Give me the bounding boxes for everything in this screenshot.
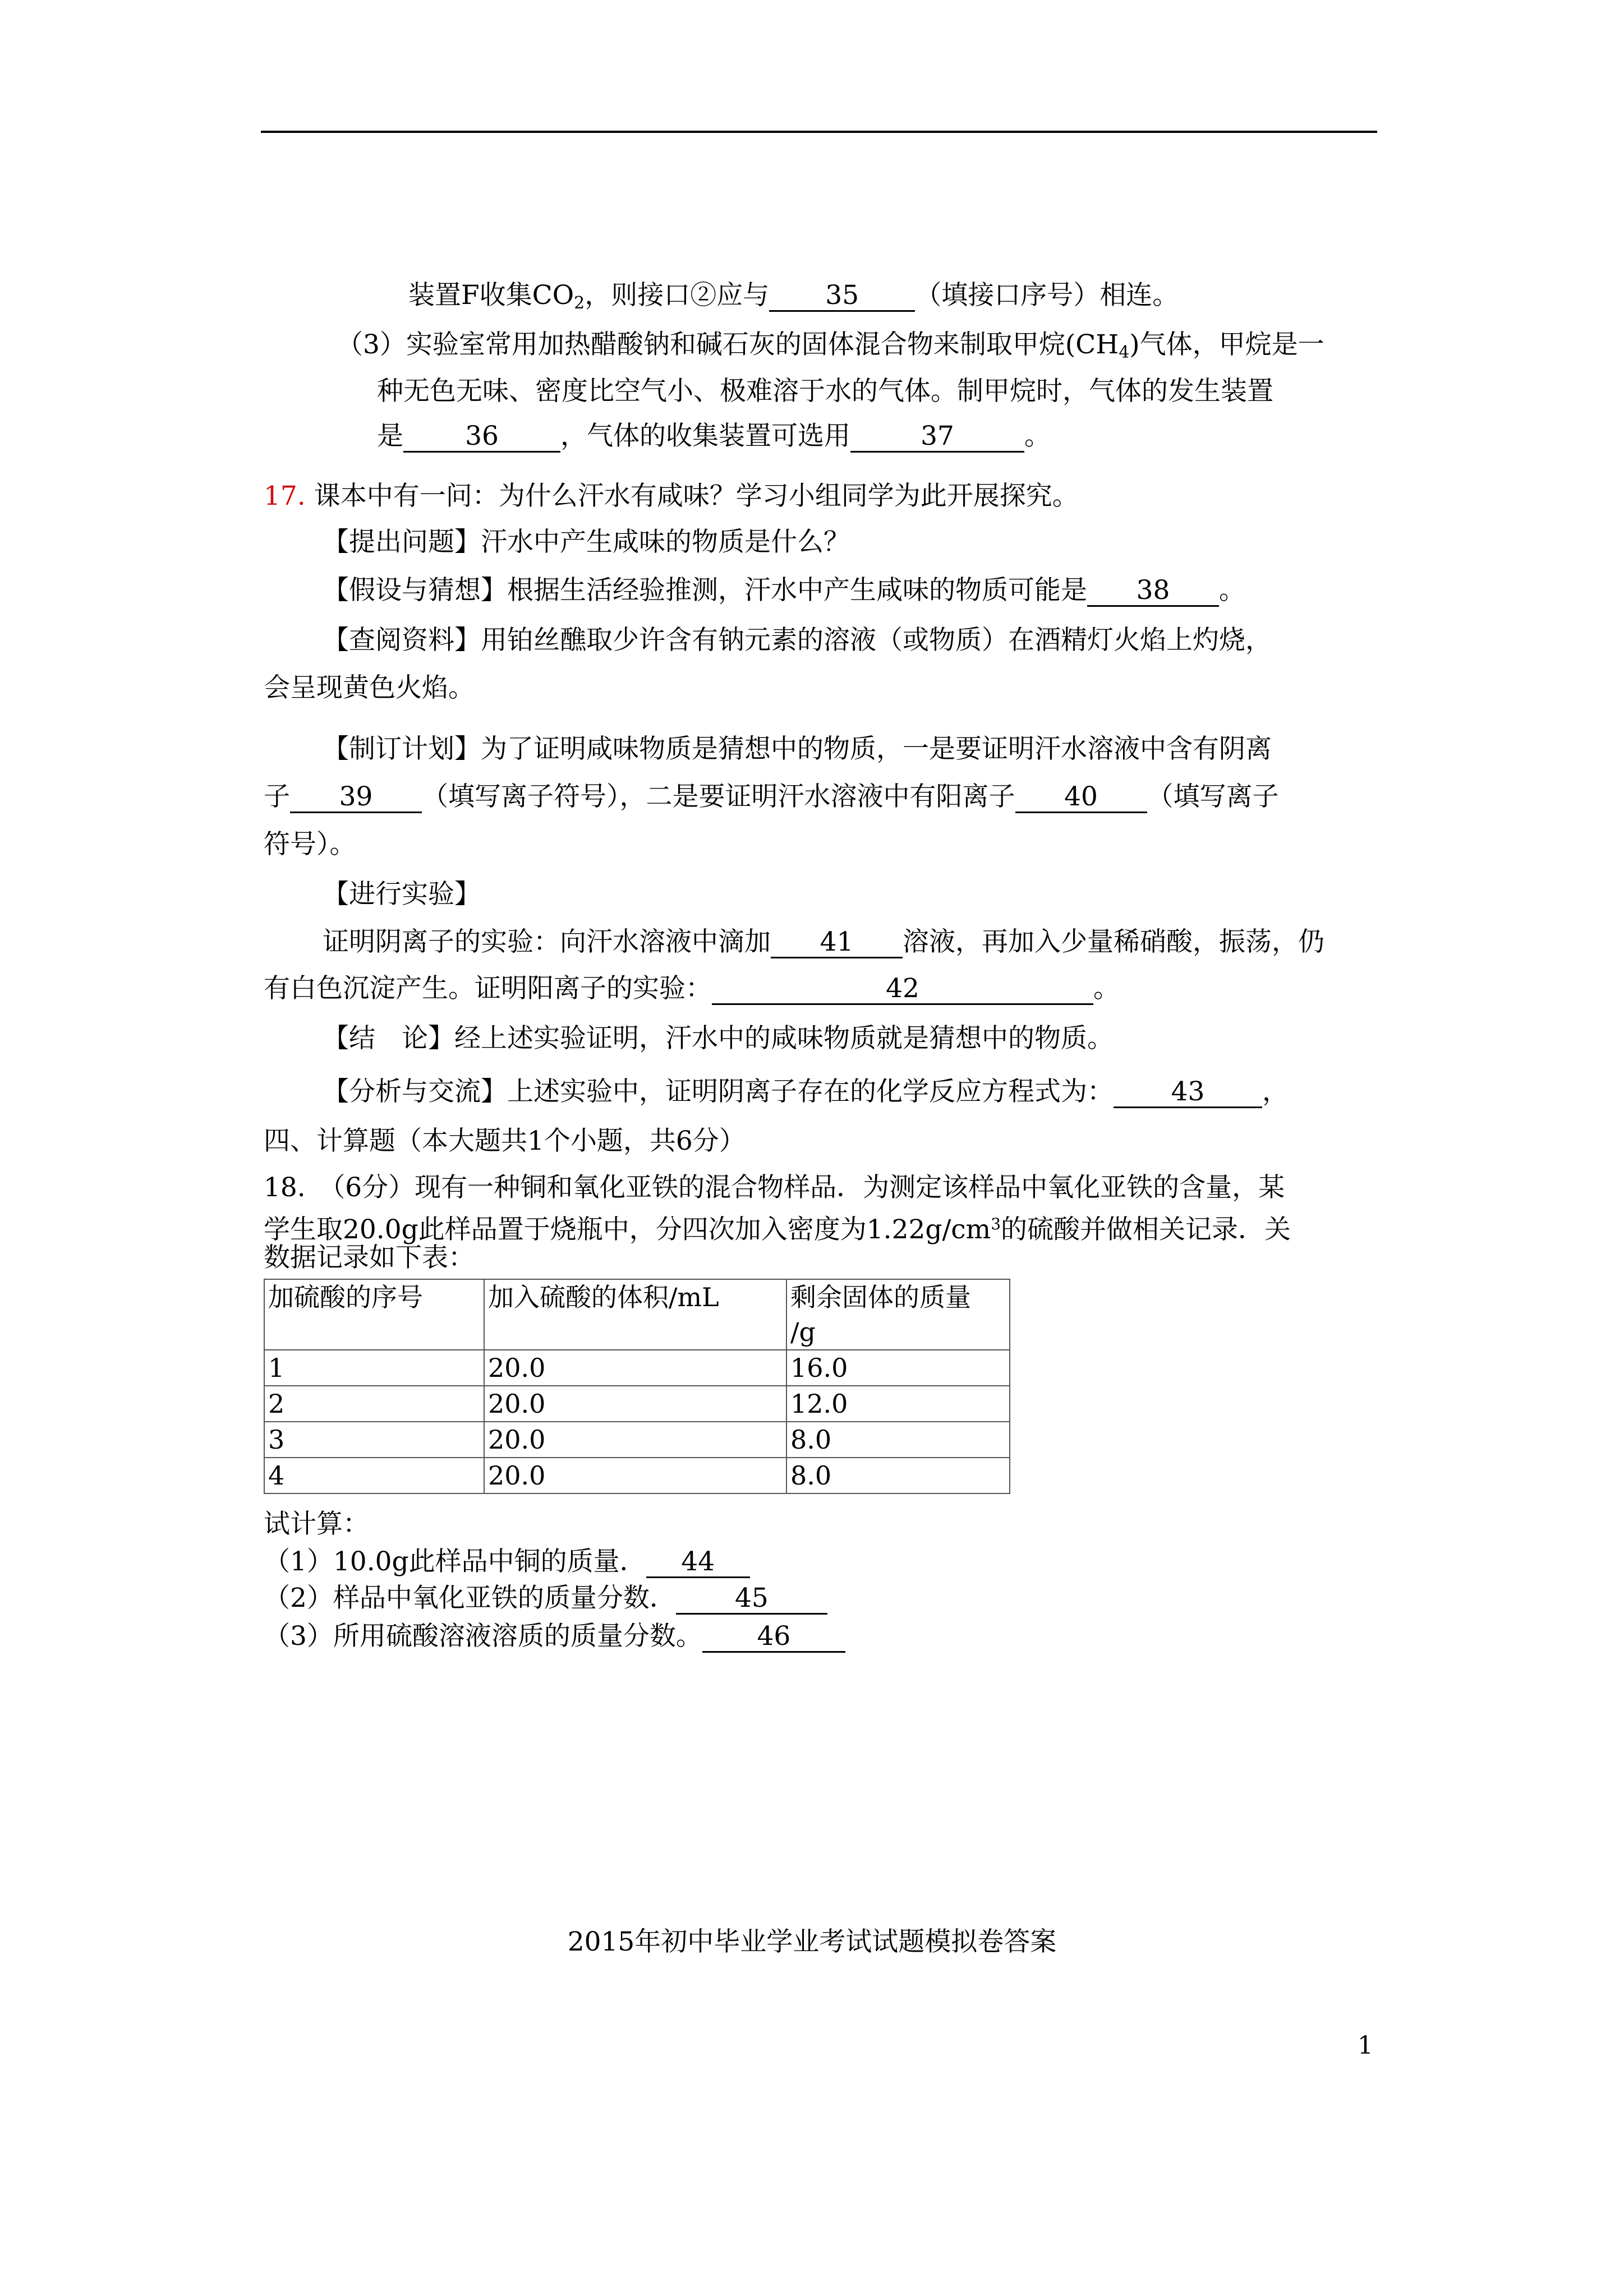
text: ， [1262,1076,1289,1107]
q17-intro-line [264,480,1079,513]
q17-experiment-line2 [264,972,1120,1006]
table-cell: 2 [264,1386,484,1422]
table-cell: 3 [264,1422,484,1458]
table-header-row [264,1279,1010,1350]
q18-line1: 18. （6分）现有一种铜和氧化亚铁的混合物样品．为测定该样品中氧化亚铁的含量，某 [264,1172,1285,1203]
question-number: 17. [264,481,306,511]
table-cell: 8.0 [786,1422,1010,1458]
q17-hypothesis [323,574,1245,607]
text: 的硫酸并做相关记录．关 [1001,1214,1291,1245]
answer-blank-44[interactable]: 44 [646,1547,750,1578]
footer-title: 2015年初中毕业学业考试试题模拟卷答案 [567,1926,1057,1957]
table-row [264,1386,1010,1422]
q17-conclusion: 【结 论】经上述实验证明，汗水中的咸味物质就是猜想中的物质。 [323,1023,1114,1054]
q18-calc-title: 试计算： [264,1509,369,1539]
text: （填写离子符号），二是要证明汗水溶液中有阳离子 [422,781,1015,812]
q16-p3-line1 [337,328,1324,370]
text: 装置F收集CO [408,280,574,311]
header-rule [261,131,1377,133]
table-cell: 1 [264,1350,484,1386]
text: （2）样品中氧化亚铁的质量分数． [264,1583,676,1613]
q17-plan-line1: 【制订计划】为了证明咸味物质是猜想中的物质，一是要证明汗水溶液中含有阴离 [323,734,1272,764]
text: 【分析与交流】上述实验中，证明阴离子存在的化学反应方程式为： [323,1076,1114,1107]
text: （填写离子 [1147,781,1279,812]
table-cell: 12.0 [786,1386,1010,1422]
q18-calc2 [264,1582,827,1615]
text: （3）所用硫酸溶液溶质的质量分数。 [264,1621,702,1652]
q18-calc3 [264,1620,845,1653]
table-cell: 20.0 [484,1350,786,1386]
subscript: 4 [1119,343,1130,362]
text: （1）10.0g此样品中铜的质量． [264,1546,646,1577]
text: （填接口序号）相连。 [915,280,1179,311]
q16-p3-line3 [377,419,1051,453]
answer-blank-36[interactable]: 36 [403,422,560,453]
answer-blank-35[interactable]: 35 [769,281,915,312]
q17-experiment-title: 【进行实验】 [323,879,481,910]
table-header: 加入硫酸的体积/mL [484,1279,786,1350]
text: 课本中有一问：为什么汗水有咸味？学习小组同学为此开展探究。 [314,481,1079,511]
q16-line-collect [408,279,1179,320]
table-cell: 20.0 [484,1422,786,1458]
q17-reference-line1: 【查阅资料】用铂丝醮取少许含有钠元素的溶液（或物质）在酒精灯火焰上灼烧， [323,625,1272,656]
table-cell: 8.0 [786,1458,1010,1493]
answer-blank-42[interactable]: 42 [712,974,1093,1005]
answer-blank-40[interactable]: 40 [1015,782,1147,813]
q16-p3-line2: 种无色无味、密度比空气小、极难溶于水的气体。制甲烷时，气体的发生装置 [377,376,1273,407]
answer-blank-39[interactable]: 39 [290,782,422,813]
table-row [264,1350,1010,1386]
table-cell: 20.0 [484,1386,786,1422]
data-table [264,1279,1010,1494]
section-title: 四、计算题（本大题共1个小题，共6分） [264,1126,746,1156]
q17-question: 【提出问题】汗水中产生咸味的物质是什么？ [323,527,850,557]
text: （3）实验室常用加热醋酸钠和碱石灰的固体混合物来制取甲烷(CH [337,329,1119,360]
text: 。 [1219,575,1245,606]
subscript: 2 [574,293,585,313]
q17-plan-line2 [264,780,1279,814]
q17-plan-line3: 符号）。 [264,829,356,860]
text: 证明阴离子的实验：向汗水溶液中滴加 [323,926,771,957]
q18-calc1 [264,1545,750,1579]
text: 有白色沉淀产生。证明阳离子的实验： [264,973,712,1004]
page-number: 1 [1358,2031,1373,2060]
text: 。 [1093,973,1120,1004]
text: 子 [264,781,290,812]
answer-blank-38[interactable]: 38 [1087,576,1219,607]
answer-blank-43[interactable]: 43 [1114,1077,1262,1108]
q17-experiment-line1 [323,925,1324,959]
text: ，则接口②应与 [585,280,770,311]
table-cell: 20.0 [484,1458,786,1493]
table-header: 加硫酸的序号 [264,1279,484,1350]
answer-blank-46[interactable]: 46 [702,1622,845,1653]
answer-blank-37[interactable]: 37 [850,422,1024,453]
q17-analysis [323,1075,1289,1109]
text: 。 [1024,421,1051,451]
table-row [264,1458,1010,1493]
text: 是 [377,421,403,451]
text: 溶液，再加入少量稀硝酸，振荡，仍 [903,926,1324,957]
table-cell: 4 [264,1458,484,1493]
text: 学生取20.0g此样品置于烧瓶中，分四次加入密度为1.22g/cm [264,1214,991,1245]
table-cell: 16.0 [786,1350,1010,1386]
table-header-line: /g [790,1317,816,1347]
text: ，气体的收集装置可选用 [560,421,850,451]
answer-blank-45[interactable]: 45 [676,1584,827,1615]
q18-line3: 数据记录如下表： [264,1242,475,1273]
text: 【假设与猜想】根据生活经验推测，汗水中产生咸味的物质可能是 [323,575,1087,606]
table-header [786,1279,1010,1350]
table-row [264,1422,1010,1458]
text: )气体，甲烷是一 [1129,329,1324,360]
superscript: 3 [991,1215,1001,1233]
table-header-line: 剩余固体的质量 [790,1282,971,1312]
q17-reference-line2: 会呈现黄色火焰。 [264,672,475,703]
answer-blank-41[interactable]: 41 [771,928,903,958]
